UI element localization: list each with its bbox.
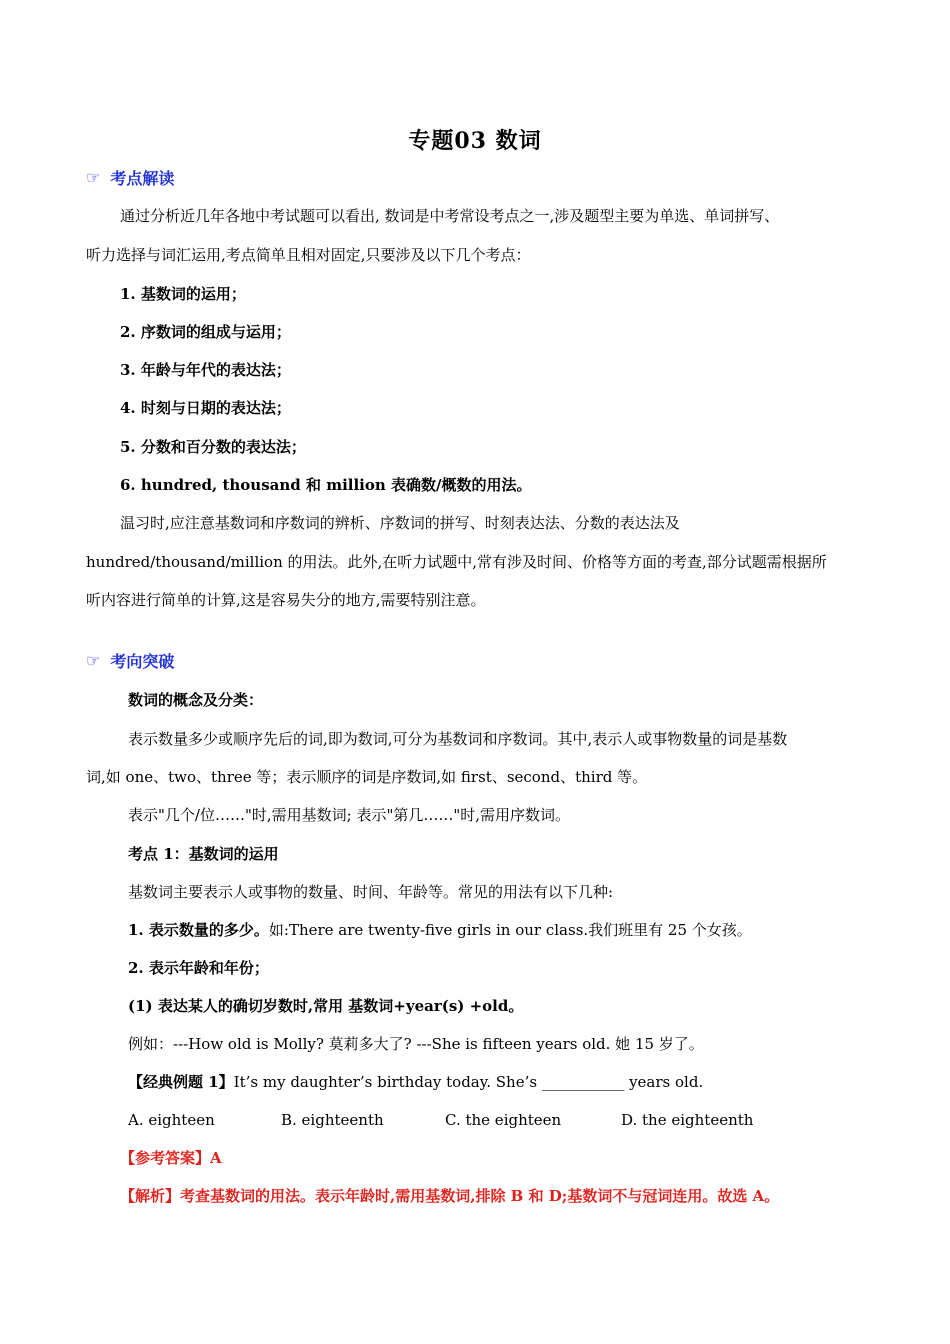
section-heading-text: 考向突破: [110, 652, 175, 671]
exam-point-item: 4. 时刻与日期的表达法；: [120, 399, 291, 417]
concept-paragraph-line: 表示数量多少或顺序先后的词,即为数词,可分为基数词和序数词。其中,表示人或事物数量的词是基数: [128, 730, 788, 748]
intro-paragraph-line: 听力选择与词汇运用,考点简单且相对固定,只要涉及以下几个考点：: [86, 246, 531, 264]
section-heading-kaoxiang: [86, 649, 174, 672]
answer-analysis: 【解析】考查基数词的用法。表示年龄时,需用基数词,排除 B 和 D;基数词不与冠词连用。故选 A。: [120, 1187, 780, 1205]
example-sentence: 例如：---How old is Molly? 莫莉多大了? ---She is fifteen years old. 她 15 岁了。: [128, 1035, 704, 1053]
page-title: 专题03 数词: [408, 128, 542, 154]
question-stem: It’s my daughter’s birthday today. She’s ___________ years old.: [233, 1073, 704, 1091]
review-paragraph-line: 听内容进行简单的计算,这是容易失分的地方,需要特别注意。: [86, 591, 486, 609]
intro-paragraph-line: 通过分析近几年各地中考试题可以看出, 数词是中考常设考点之一,涉及题型主要为单选、单词拼写、: [120, 207, 780, 225]
exam-point-item: 3. 年龄与年代的表达法；: [120, 361, 291, 379]
exam-point-item: 2. 序数词的组成与运用；: [120, 323, 291, 341]
option-c: C. the eighteen: [445, 1111, 562, 1129]
option-d: D. the eighteenth: [621, 1111, 754, 1129]
question-label: 【经典例题 1】: [128, 1073, 234, 1091]
pointing-hand-icon: ☞: [86, 651, 101, 670]
kaodian-1-item-1: [128, 920, 752, 940]
review-paragraph-line: hundred/thousand/million 的用法。此外,在听力试题中,常有涉及时间、价格等方面的考查,部分试题需根据所: [86, 553, 827, 571]
kaodian-1-item-2: 2. 表示年龄和年份；: [128, 959, 269, 977]
item-rest-text: 如:There are twenty-five girls in our class.我们班里有 25 个女孩。: [268, 921, 752, 939]
section-heading-kaodian: [86, 166, 174, 189]
section-heading-text: 考点解读: [110, 169, 175, 188]
item-bold-text: 1. 表示数量的多少。: [128, 921, 269, 939]
concept-heading: 数词的概念及分类：: [128, 691, 264, 709]
option-a: A. eighteen: [128, 1111, 215, 1129]
kaodian-1-heading: 考点 1：基数词的运用: [128, 845, 279, 863]
concept-paragraph-line: 表示"几个/位……"时,需用基数词; 表示"第几……"时,需用序数词。: [128, 806, 571, 824]
exam-point-item: 1. 基数词的运用；: [120, 285, 246, 303]
concept-paragraph-line: 词,如 one、two、three 等；表示顺序的词是序数词,如 first、second、third 等。: [86, 768, 648, 786]
pointing-hand-icon: ☞: [86, 168, 101, 187]
exam-point-item: 5. 分数和百分数的表达法；: [120, 438, 306, 456]
example-question: [128, 1072, 703, 1092]
kaodian-1-sub-item: (1) 表达某人的确切岁数时,常用 基数词+year(s) +old。: [128, 997, 524, 1015]
kaodian-1-paragraph: 基数词主要表示人或事物的数量、时间、年龄等。常见的用法有以下几种:: [128, 883, 614, 901]
review-paragraph-line: 温习时,应注意基数词和序数词的辨析、序数词的拼写、时刻表达法、分数的表达法及: [120, 514, 680, 532]
exam-point-item: 6. hundred, thousand 和 million 表确数/概数的用法。: [120, 476, 532, 494]
option-b: B. eighteenth: [281, 1111, 384, 1129]
reference-answer: 【参考答案】A: [120, 1149, 222, 1167]
